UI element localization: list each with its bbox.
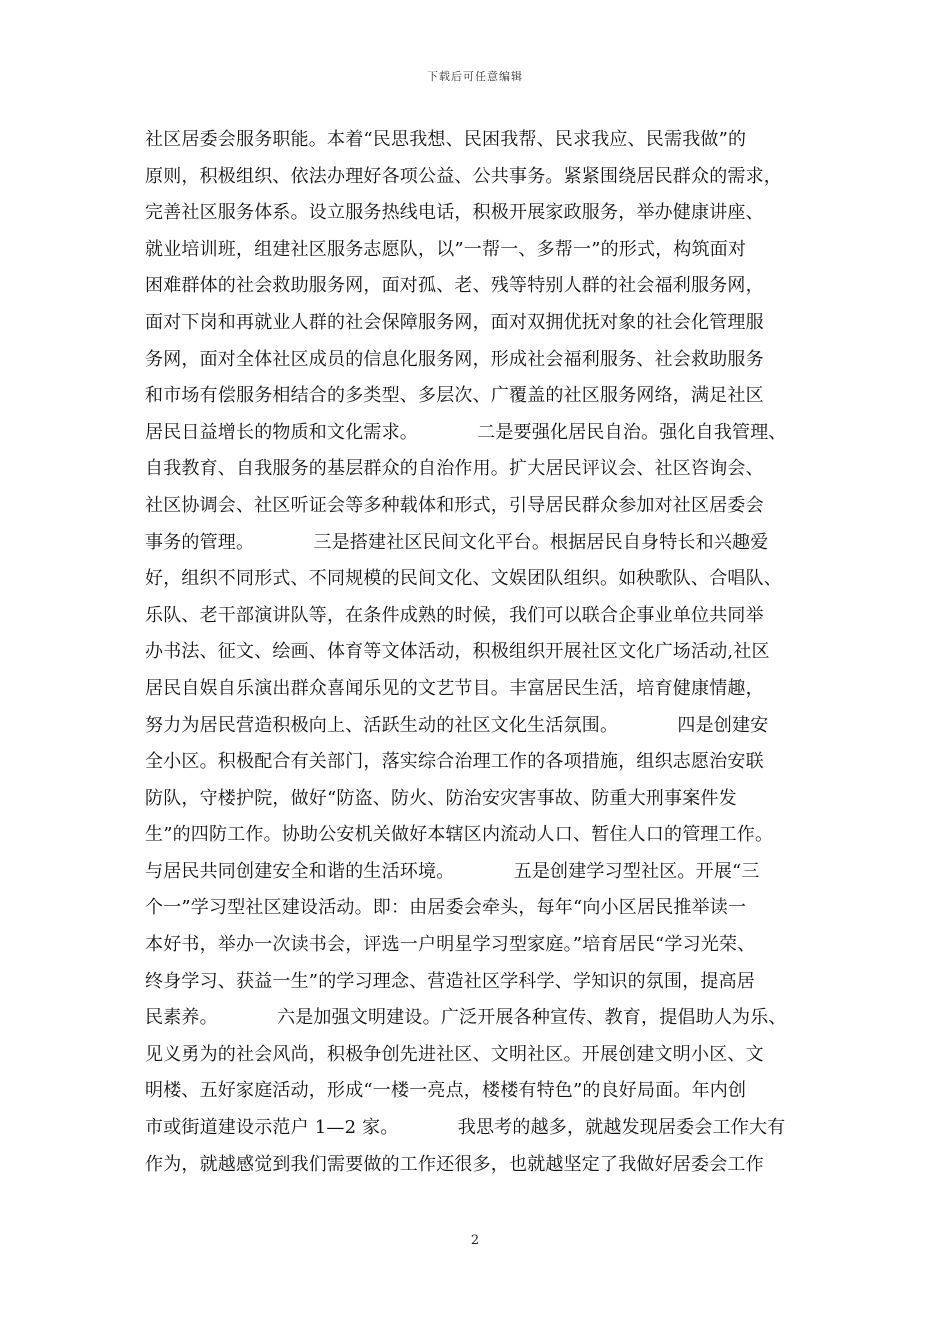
page-number: 2: [470, 1233, 480, 1248]
body-line: 原则，积极组织、依法办理好各项公益、公共事务。紧紧围绕居民群众的需求，: [145, 165, 782, 187]
document-body: [145, 122, 825, 1183]
body-line: 全小区。积极配合有关部门，落实综合治理工作的各项措施，组织志愿治安联: [145, 751, 764, 773]
body-line: 作为，就越感觉到我们需要做的工作还很多，也就越坚定了我做好居委会工作: [145, 1153, 764, 1175]
body-line: 生”的四防工作。协助公安机关做好本辖区内流动人口、暂住人口的管理工作。: [145, 824, 774, 846]
body-line: 社区居委会服务职能。本着“民思我想、民困我帮、民求我应、民需我做”的: [145, 129, 747, 150]
body-line: 民素养。 六是加强文明建设。广泛开展各种宣传、教育，提倡助人为乐、: [145, 1007, 787, 1029]
body-line: 乐队、老干部演讲队等，在条件成熟的时候，我们可以联合企事业单位共同举: [145, 604, 764, 626]
body-line: 市或街道建设示范户 1—2 家。 我思考的越多，就越发现居委会工作大有: [145, 1117, 786, 1139]
body-line: 好，组织不同形式、不同规模的民间文化、文娱团队组织。如秧歌队、合唱队、: [145, 568, 782, 590]
body-line: 完善社区服务体系。设立服务热线电话，积极开展家政服务，举办健康讲座、: [145, 202, 764, 224]
body-line: 终身学习、获益一生”的学习理念、营造社区学科学、学知识的氛围，提高居: [145, 970, 755, 992]
body-line: 就业培训班，组建社区服务志愿队，以”一帮一、多帮一”的形式，构筑面对: [145, 238, 747, 260]
body-line: 防队，守楼护院，做好“防盗、防火、防治安灾害事故、防重大刑事案件发: [145, 787, 737, 809]
body-line: 明楼、五好家庭活动，形成“一楼一亮点，楼楼有特色”的良好局面。年内创: [145, 1080, 747, 1102]
body-line: 居民日益增长的物质和文化需求。 二是要强化居民自治。强化自我管理、: [145, 421, 787, 443]
body-line: 个一”学习型社区建设活动。即：由居委会牵头，每年“向小区居民推举读一: [145, 897, 747, 919]
body-line: 居民自娱自乐演出群众喜闻乐见的文艺节目。丰富居民生活，培育健康情趣，: [145, 677, 764, 699]
body-line: 见义勇为的社会风尚，积极争创先进社区、文明社区。开展创建文明小区、文: [145, 1043, 764, 1065]
body-line: 务网，面对全体社区成员的信息化服务网，形成社会福利服务、社会救助服务: [145, 348, 764, 370]
body-line: 办书法、征文、绘画、体育等文体活动，积极组织开展社区文化广场活动,社区: [145, 641, 770, 663]
body-line: 与居民共同创建安全和谐的生活环境。 五是创建学习型社区。开展“三: [145, 860, 760, 882]
body-line: 事务的管理。 三是搭建社区民间文化平台。根据居民自身特长和兴趣爱: [145, 531, 769, 553]
body-line: 努力为居民营造积极向上、活跃生动的社区文化生活氛围。 四是创建安: [145, 714, 769, 736]
body-line: 自我教育、自我服务的基层群众的自治作用。扩大居民评议会、社区咨询会、: [145, 458, 764, 480]
body-line: 社区协调会、社区听证会等多种载体和形式，引导居民群众参加对社区居委会: [145, 494, 764, 516]
body-line: 困难群体的社会救助服务网，面对孤、老、残等特别人群的社会福利服务网，: [145, 275, 764, 297]
page-header: 下载后可任意编辑: [427, 70, 523, 83]
body-line: 和市场有偿服务相结合的多类型、多层次、广覆盖的社区服务网络，满足社区: [145, 385, 764, 407]
body-line: 面对下岗和再就业人群的社会保障服务网，面对双拥优抚对象的社会化管理服: [145, 311, 764, 333]
body-line: 本好书，举办一次读书会，评选一户明星学习型家庭。”培育居民“学习光荣、: [145, 934, 756, 956]
